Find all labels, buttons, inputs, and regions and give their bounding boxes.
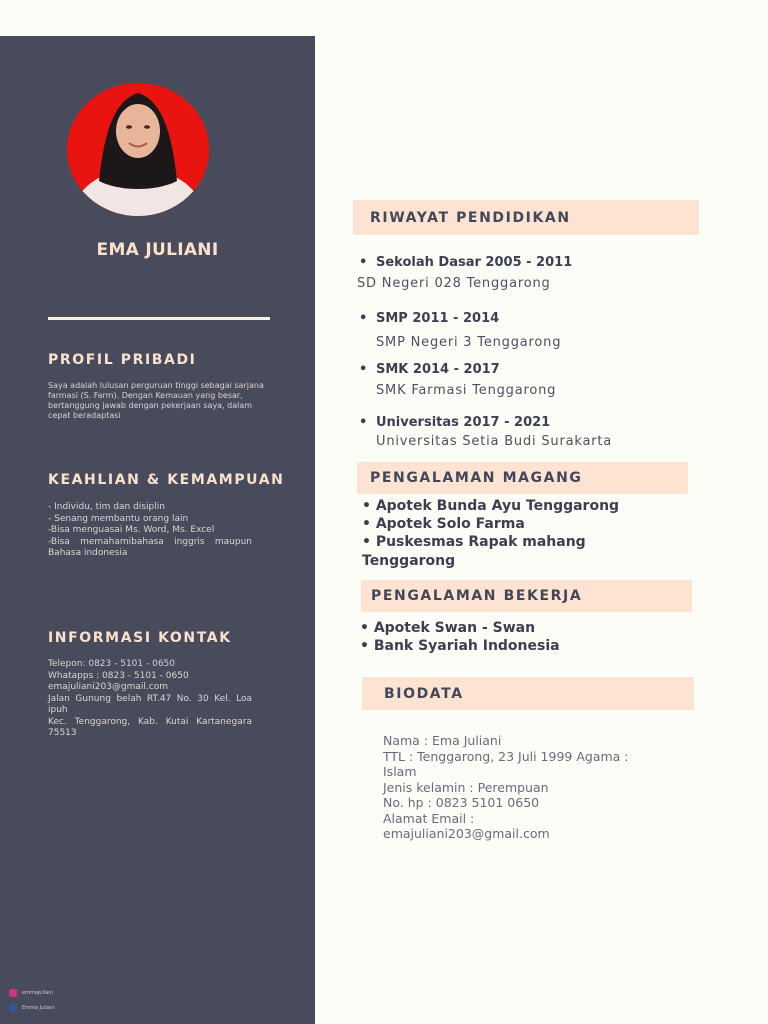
skill-item: - Individu, tim dan disiplin [48,502,165,512]
contact-phone: Telepon: 0823 - 5101 - 0650 [48,659,176,669]
profile-text: Saya adalah lulusan perguruan tinggi sebagai sarjana farmasi (S. Farm). Dengan Kemauan yang besar, bertanggung jawab dengan pekerjaan saya, dalam cepat beradaptasi [48,381,264,420]
facebook-icon [9,1004,17,1012]
skill-item: -Bisa menguasai Ms. Word, Ms. Excel [48,525,215,535]
internship-item: • Puskesmas Rapak mahang Tenggarong [362,534,586,569]
internship-item: • Apotek Solo Farma [362,516,525,532]
education-title: • Sekolah Dasar 2005 - 2011 [376,255,572,270]
internship-heading: PENGALAMAN MAGANG [357,462,688,494]
education-school: SMK Farmasi Tenggarong [376,383,557,398]
facebook-handle: Emma Juliani [22,1005,55,1011]
biodata-email: Alamat Email : emajuliani203@gmail.com [383,810,550,841]
biodata-gender: Jenis kelamin : Perempuan [383,779,549,795]
instagram-icon [9,989,17,997]
biodata-block [383,733,633,842]
divider [48,317,270,320]
biodata-heading: BIODATA [362,677,694,710]
social-facebook[interactable] [9,1004,55,1012]
work-item: • Apotek Swan - Swan [360,620,536,636]
contact-heading: INFORMASI KONTAK [48,630,232,646]
skills-list [48,502,252,560]
contact-whatsapp: Whatapps : 0823 - 5101 - 0650 [48,670,189,681]
education-school: SMP Negeri 3 Tenggarong [376,335,562,350]
profile-photo-image [67,83,209,216]
profile-heading: PROFIL PRIBADI [48,352,197,368]
education-title: • SMP 2011 - 2014 [376,311,499,326]
biodata-name: Nama : Ema Juliani [383,733,502,748]
contact-address-2: Kec. Tenggarong, Kab. Kutai Kartanegara 75513 [48,716,252,738]
skill-item: - Senang membantu orang lain [48,513,189,524]
contact-email: emajuliani203@gmail.com [48,682,169,692]
skills-heading: KEAHLIAN & KEMAMPUAN [48,472,285,488]
internship-item: • Apotek Bunda Ayu Tenggarong [362,498,620,514]
sidebar [0,36,315,1024]
education-heading: RIWAYAT PENDIDIKAN [353,200,699,235]
education-title: • Universitas 2017 - 2021 [376,415,550,430]
instagram-handle: emmajuliani [22,990,53,996]
biodata-birth-religion: TTL : Tenggarong, 23 Juli 1999 Agama : Islam [383,748,629,779]
person-name: EMA JULIANI [96,240,219,260]
social-instagram[interactable] [9,989,53,997]
education-school: SD Negeri 028 Tenggarong [357,276,551,291]
education-school: Universitas Setia Budi Surakarta [376,434,613,449]
work-item: • Bank Syariah Indonesia [360,638,560,654]
profile-photo [67,83,209,216]
contact-address: Jalan Gunung belah RT.47 No. 30 Kel. Loa ipuh [48,693,252,715]
work-heading: PENGALAMAN BEKERJA [361,580,692,612]
skill-item: -Bisa memahamibahasa inggris maupun Bahasa indonesia [48,536,252,558]
education-title: • SMK 2014 - 2017 [376,362,500,377]
biodata-phone: No. hp : 0823 5101 0650 [383,795,540,810]
contact-list [48,659,252,740]
